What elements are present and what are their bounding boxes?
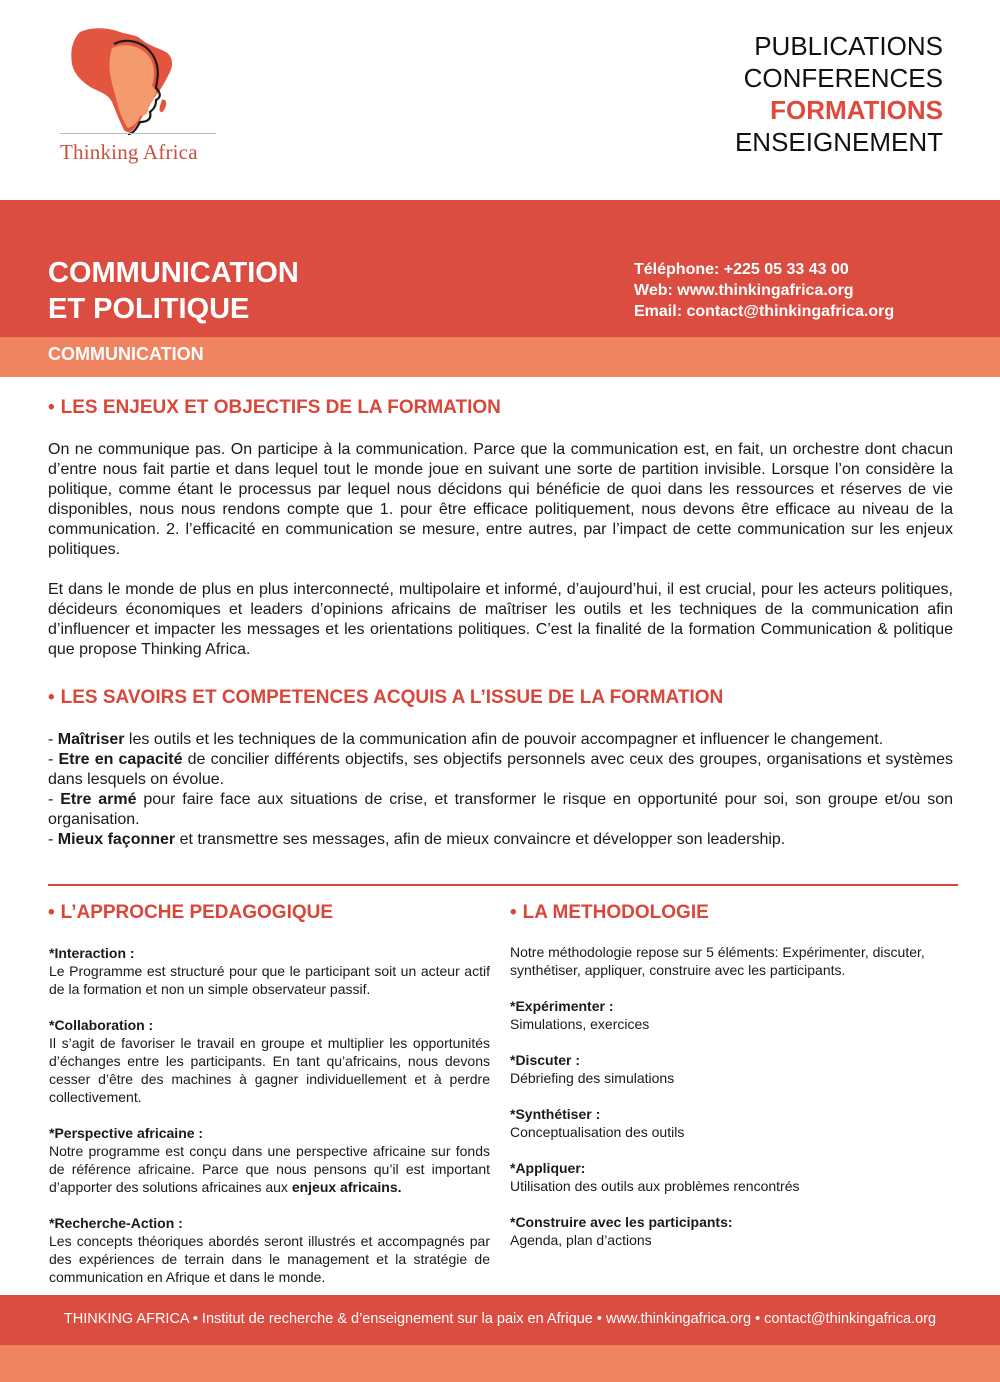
approach-block-text: Les concepts théoriques abordés seront illustrés et accompagnés par des expériences de terrain dans le management et la stratégie de communication en Afrique et dans le monde. xyxy=(49,1233,490,1285)
section-enjeux-title xyxy=(48,397,501,419)
logo-text: Thinking Africa xyxy=(60,140,198,164)
page-title xyxy=(48,255,299,327)
methodology-block-label: *Appliquer: xyxy=(510,1160,586,1176)
skill-text: de concilier différents objectifs, ses objectifs personnels avec ceux des groupes, organisations et systèmes dans lesquels on évolue. xyxy=(48,751,953,788)
methodology-block-label: *Discuter : xyxy=(510,1052,581,1068)
approach-block-label: *Recherche-Action : xyxy=(49,1215,183,1231)
methodology-block xyxy=(510,1213,950,1249)
approach-block-text-bold: enjeux africains. xyxy=(291,1179,402,1195)
madagascar-shape xyxy=(159,100,166,112)
approach-block xyxy=(49,1214,490,1286)
skill-keyword: Etre en capacité xyxy=(58,751,183,768)
approach-block-text xyxy=(49,1142,490,1196)
methodology-block xyxy=(510,1105,950,1141)
section-enjeux-label: LES ENJEUX ET OBJECTIFS DE LA FORMATION xyxy=(60,397,501,418)
skill-text: les outils et les techniques de la communication afin de pouvoir accompagner et influencer le changement. xyxy=(124,731,884,748)
approach-block-text: Le Programme est structuré pour que le participant soit un acteur actif de la formation et non un simple observateur passif. xyxy=(49,963,490,997)
skill-text: et transmettre ses messages, afin de mieux convaincre et développer son leadership. xyxy=(175,831,786,848)
title-line-1: COMMUNICATION xyxy=(48,257,299,289)
approach-block xyxy=(49,1124,490,1196)
methodology-block xyxy=(510,997,950,1033)
contact-phone: Téléphone: +225 05 33 43 00 xyxy=(634,261,849,278)
approach-column xyxy=(49,944,490,1304)
enjeux-paragraph-1: On ne communique pas. On participe à la communication. Parce que la communication est, en fait, un orchestre dont chacun d’entre nous fait partie et dans lequel tout le monde joue en suivant une sorte de partition invisible. Lorsque l’on considère la politique, comme étant le processus par lequel nous décidons qui bénéficie de quoi dans les ressources et réserves de vie disponibles, nous nous rendons compte que 1. pour être efficace politiquement, nous devons être efficace au niveau de la communication. 2. l’efficacité en communication se mesure, entre autres, par l’impact de cette communication sur les enjeux politiques. xyxy=(48,441,953,558)
methodology-intro: Notre méthodologie repose sur 5 éléments: Expérimenter, discuter, synthétiser, appliquer, construire avec les participants. xyxy=(510,944,925,978)
skill-text: pour faire face aux situations de crise, et transformer le risque en opportunité pour soi, son groupe et/ou son organisation. xyxy=(48,791,954,828)
bullet-icon: • xyxy=(48,397,55,418)
skill-item: - Mieux façonner et transmettre ses messages, afin de mieux convaincre et développer son leadership. xyxy=(48,831,786,848)
section-savoirs-title xyxy=(48,687,723,709)
section-methodologie-title xyxy=(510,902,709,924)
enjeux-paragraph-2: Et dans le monde de plus en plus interconnecté, multipolaire et informé, d’aujourd’hui, il est crucial, pour les acteurs politiques, décideurs économiques et leaders d’opinions africains de maîtriser les outils et les techniques de la communication afin d’influencer et impacter les messages et les orientations politiques. C’est la finalité de la formation Communication & politique que propose Thinking Africa. xyxy=(48,581,953,658)
menu-item-enseignement[interactable]: ENSEIGNEMENT xyxy=(734,127,943,157)
section-approche-title xyxy=(48,902,333,924)
approach-block-label: *Collaboration : xyxy=(49,1017,154,1033)
approach-block xyxy=(49,944,490,998)
skill-keyword: Etre armé xyxy=(60,791,137,808)
approach-block-label: *Interaction : xyxy=(49,945,135,961)
skill-keyword: Maîtriser xyxy=(57,731,125,748)
face-profile-shape xyxy=(109,45,156,128)
logo-divider xyxy=(60,133,216,134)
title-line-2: ET POLITIQUE xyxy=(48,293,250,325)
approach-block-text-body: Notre programme est conçu dans une perspective africaine sur fonds de référence africaine. Parce que nous pensons qu’il est important d’apporter des solutions africaines aux xyxy=(49,1143,490,1195)
contact-info xyxy=(634,259,894,322)
methodology-block-label: *Synthétiser : xyxy=(510,1106,601,1122)
bullet-icon: • xyxy=(510,902,517,923)
methodology-block xyxy=(510,1159,950,1195)
top-menu xyxy=(735,30,943,158)
methodology-block-text: Agenda, plan d’actions xyxy=(510,1232,652,1248)
approach-block-label: *Perspective africaine : xyxy=(49,1125,204,1141)
menu-item-publications[interactable]: PUBLICATIONS xyxy=(754,31,943,61)
footer-bottom-band xyxy=(0,1345,1000,1382)
methodology-block-text: Conceptualisation des outils xyxy=(510,1124,685,1140)
skill-item: - Etre armé pour faire face aux situations de crise, et transformer le risque en opportunité pour soi, son groupe et/ou son organisation. xyxy=(48,791,954,828)
bullet-icon: • xyxy=(48,687,55,708)
section-methodologie-label: LA METHODOLOGIE xyxy=(522,902,709,923)
contact-web[interactable]: Web: www.thinkingafrica.org xyxy=(634,282,854,299)
skill-keyword: Mieux façonner xyxy=(57,831,176,848)
approach-block xyxy=(49,1016,490,1106)
bullet-icon: • xyxy=(48,902,55,923)
skill-item: - Etre en capacité de concilier différents objectifs, ses objectifs personnels avec ceux des groupes, organisations et systèmes dans lesquels on évolue. xyxy=(48,751,953,788)
methodology-block-label: *Construire avec les participants: xyxy=(510,1214,733,1230)
section-divider xyxy=(48,884,958,886)
menu-item-conferences[interactable]: CONFERENCES xyxy=(743,63,943,93)
section-approche-label: L’APPROCHE PEDAGOGIQUE xyxy=(60,902,334,923)
methodology-block-text: Simulations, exercices xyxy=(510,1016,650,1032)
section-savoirs-label: LES SAVOIRS ET COMPETENCES ACQUIS A L’ISSUE DE LA FORMATION xyxy=(60,687,724,708)
methodology-block-text: Débriefing des simulations xyxy=(510,1070,675,1086)
methodology-column xyxy=(510,943,950,1267)
methodology-block-text: Utilisation des outils aux problèmes rencontrés xyxy=(510,1178,800,1194)
menu-item-formations[interactable]: FORMATIONS xyxy=(770,95,943,125)
contact-email[interactable]: Email: contact@thinkingafrica.org xyxy=(634,303,895,320)
skill-item: - Maîtriser les outils et les techniques de la communication afin de pouvoir accompagner et influencer le changement. xyxy=(48,731,884,748)
footer-text: THINKING AFRICA • Institut de recherche & d’enseignement sur la paix en Afrique • www.thinkingafrica.org • contact@thinkingafrica.org xyxy=(63,1311,937,1327)
approach-block-text: Il s’agit de favoriser le travail en groupe et multiplier les opportunités d’échanges entre les participants. En tant qu’africains, nous devons cesser d’être des machines à gagner individuellement et à perdre collectivement. xyxy=(49,1035,490,1105)
methodology-block xyxy=(510,1051,950,1087)
skills-list xyxy=(48,730,953,850)
page-subtitle: COMMUNICATION xyxy=(48,344,204,364)
methodology-block-label: *Expérimenter : xyxy=(510,998,614,1014)
